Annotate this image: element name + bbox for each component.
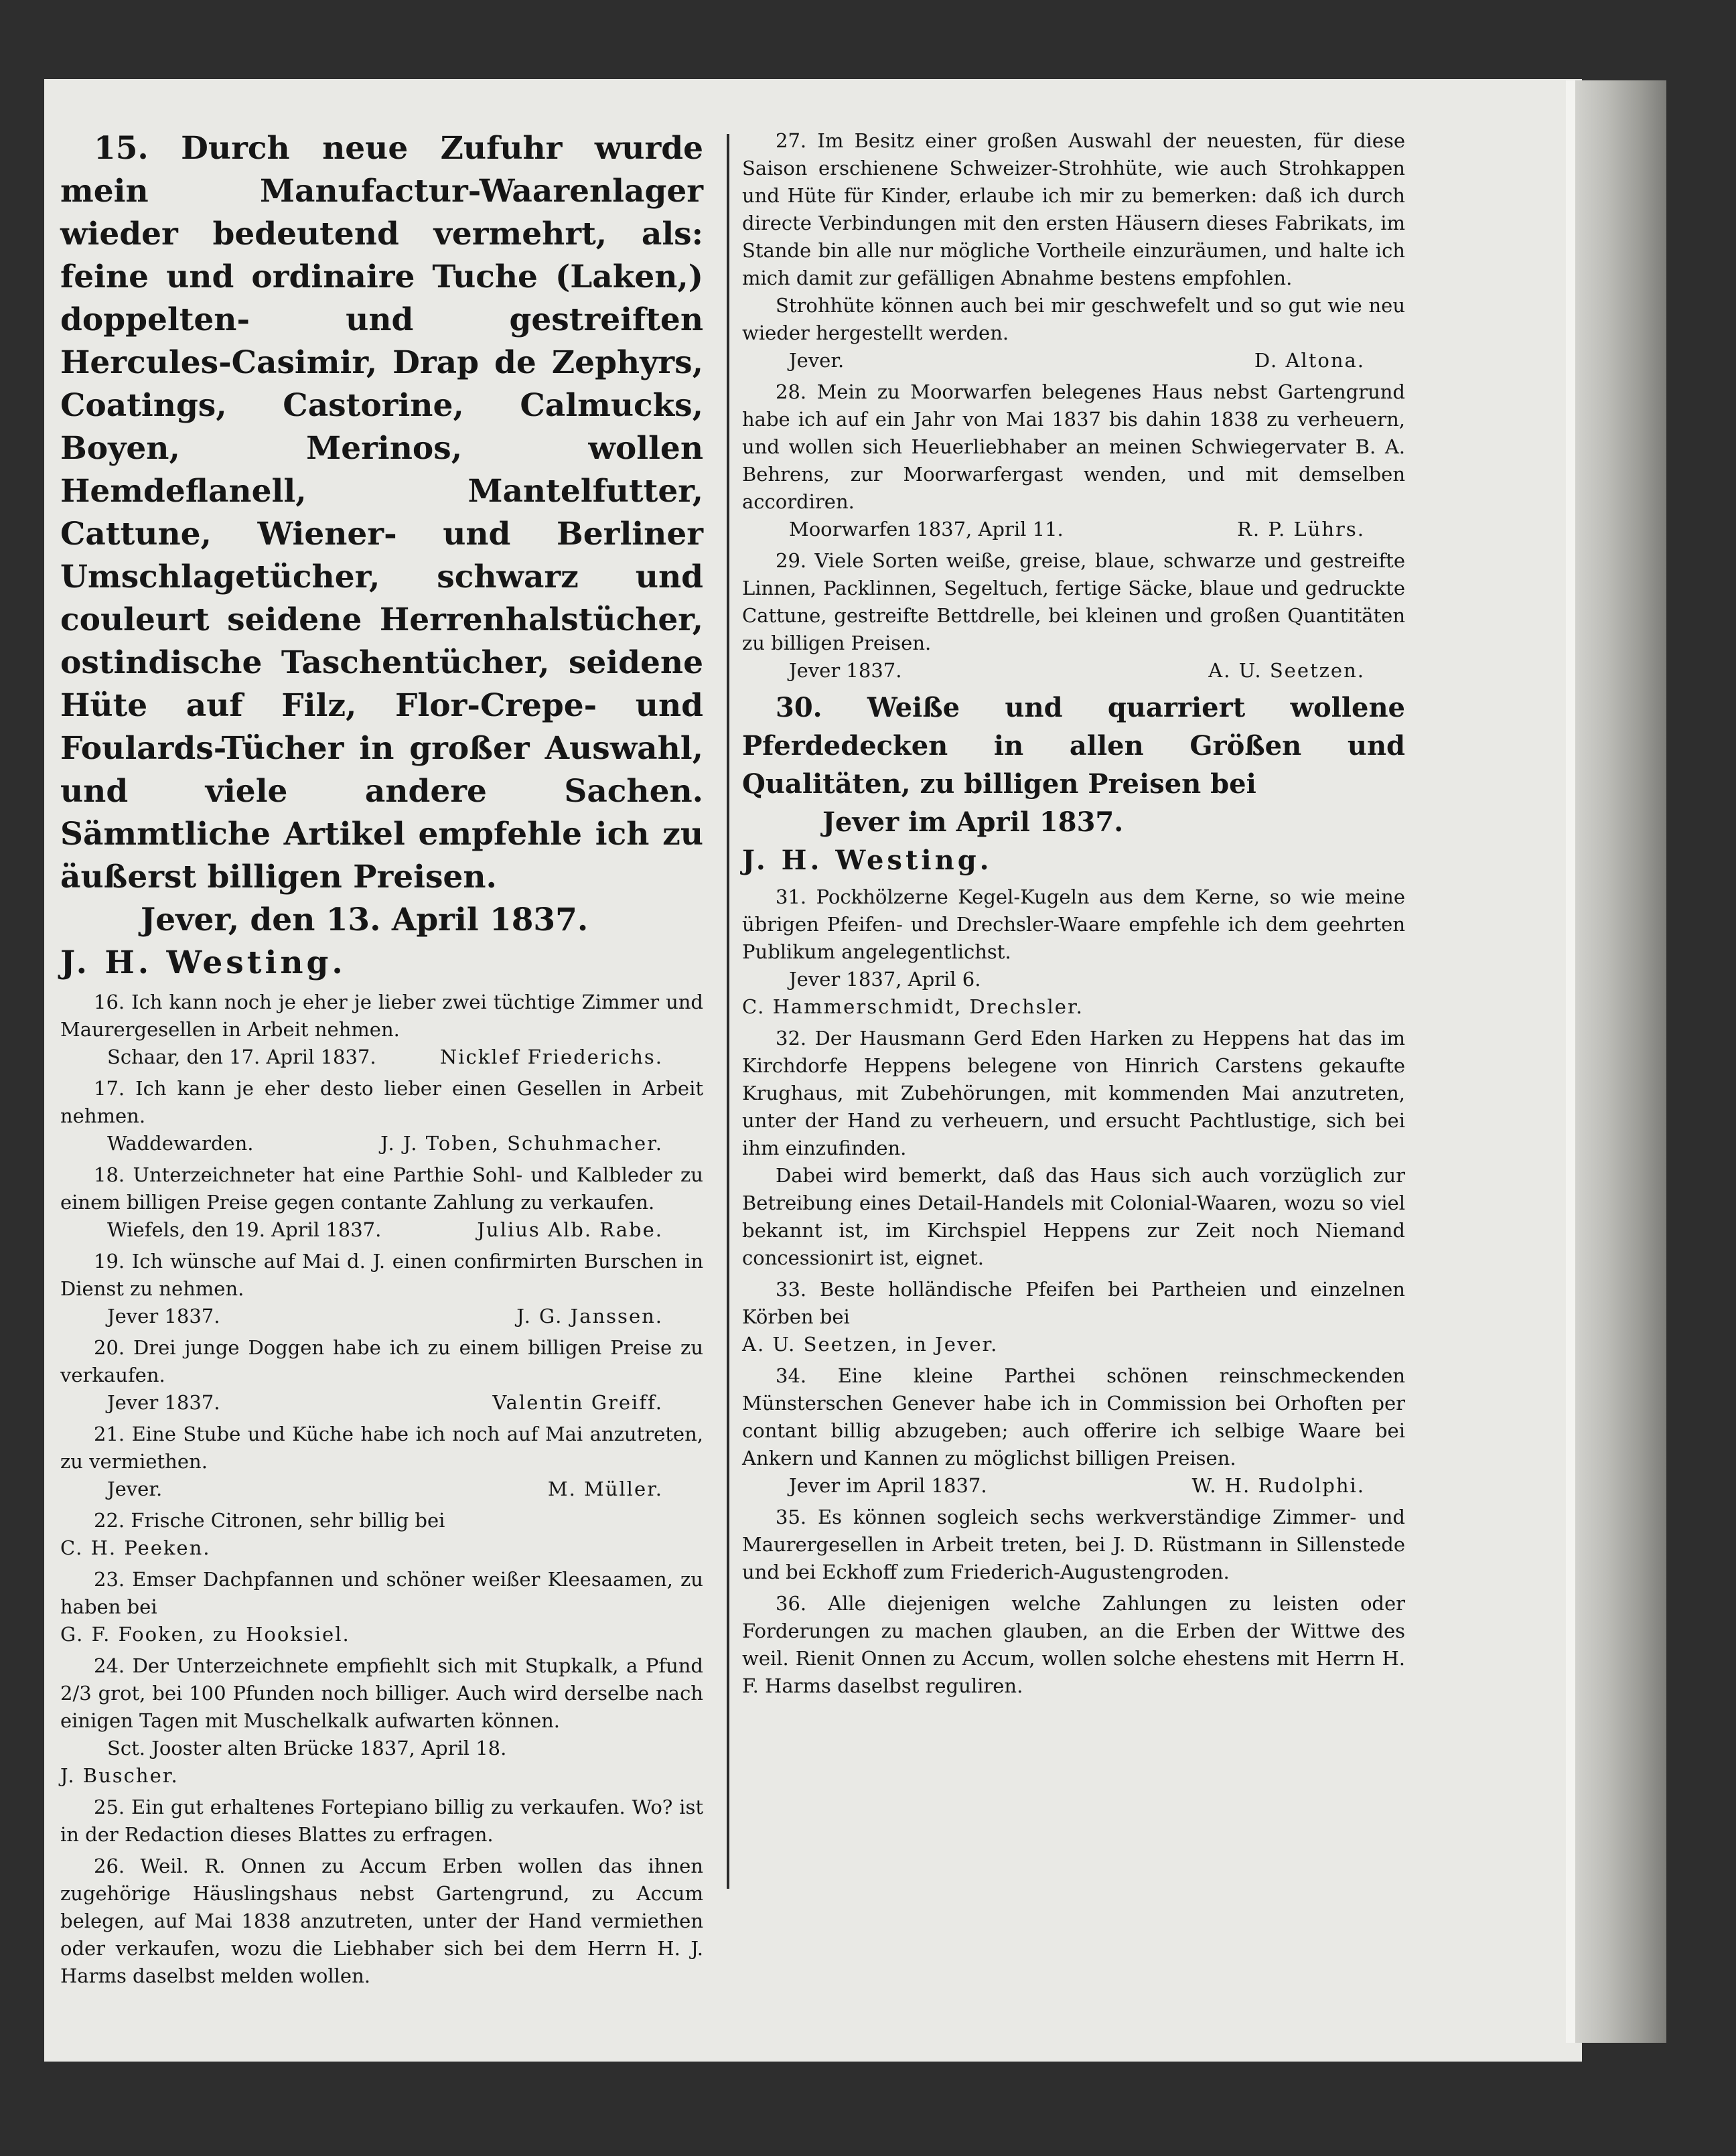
place-date: Jever im April 1837.	[789, 1474, 987, 1497]
advertisement-text: 31. Pockhölzerne Kegel-Kugeln aus dem Kerne, so wie meine übrigen Pfeifen- und Drechsler-Waare empfehle ich dem geehrten Publikum angelegentlichst.	[742, 885, 1405, 963]
advertisement-24	[60, 1652, 703, 1790]
page-edge	[1566, 80, 1575, 2043]
signature: R. P. Lührs.	[1237, 518, 1365, 541]
book-spine	[1566, 80, 1666, 2043]
advertisement-33	[742, 1276, 1405, 1358]
place-date: Jever 1837.	[107, 1391, 220, 1414]
place-date: Sct. Jooster alten Brücke 1837, April 18.	[107, 1737, 507, 1759]
advertisement-25	[60, 1794, 703, 1849]
place-date: Schaar, den 17. April 1837.	[107, 1046, 376, 1068]
place-date: Jever.	[107, 1478, 163, 1500]
advertisement-18	[60, 1161, 703, 1244]
right-column	[742, 127, 1405, 1704]
place-date: Jever, den 13. April 1837.	[141, 902, 589, 938]
place-date: Jever.	[789, 349, 845, 372]
signature: A. U. Seetzen.	[1208, 659, 1365, 682]
advertisement-text: 35. Es können sogleich sechs werkverständige Zimmer- und Maurergesellen in Arbeit treten, bei J. D. Rüstmann in Sillenstede und bei Eckhoff zum Friederich-Augustengroden.	[742, 1506, 1405, 1583]
advertisement-31	[742, 883, 1405, 1021]
advertisement-text: 20. Drei junge Doggen habe ich zu einem billigen Preise zu verkaufen.	[60, 1336, 703, 1386]
place-and-signature	[60, 1476, 703, 1503]
advertisement-text: 30. Weiße und quarriert wollene Pferdedecken in allen Größen und Qualitäten, zu billigen Preisen bei	[742, 692, 1405, 800]
place-date: Jever 1837.	[107, 1305, 220, 1327]
place-date: Jever 1837.	[789, 659, 902, 682]
signature: Valentin Greiff.	[492, 1391, 663, 1414]
advertisement-text: 27. Im Besitz einer großen Auswahl der neuesten, für diese Saison erschienene Schweizer-Strohhüte, wie auch Strohkappen und Hüte für Kinder, erlaube ich mir zu bemerken: daß ich durch directe Verbindungen mit den ersten Häusern dieses Fabrikats, im Stande bin alle nur mögliche Vortheile einzuräumen, und halte ich mich damit zur gefälligen Abnahme bestens empfohlen.	[742, 129, 1405, 289]
advertisement-text: 22. Frische Citronen, sehr billig bei	[94, 1509, 445, 1532]
column-divider	[727, 134, 729, 1889]
advertisement-29	[742, 547, 1405, 685]
place-and-signature	[60, 1389, 703, 1417]
signature: J. H. Westing.	[60, 944, 346, 981]
place-date: Moorwarfen 1837, April 11.	[789, 518, 1064, 541]
advertisement-21	[60, 1421, 703, 1503]
left-column	[60, 127, 703, 1994]
advertisement-text: 21. Eine Stube und Küche habe ich noch auf Mai anzutreten, zu vermiethen.	[60, 1423, 703, 1473]
signature: M. Müller.	[547, 1478, 663, 1500]
advertisement-text: 15. Durch neue Zufuhr wurde mein Manufactur-Waarenlager wieder bedeutend vermehrt, als: feine und ordinaire Tuche (Laken,) doppelten- und gestreiften Hercules-Casimir, Drap de Zephyrs, Coatings, Castorine, Calmucks, Boyen, Merinos, wollen Hemdeflanell, Mantelfutter, Cattune, Wiener- und Berliner Umschlagetücher, schwarz und couleurt seidene Herrenhalstücher, ostindische Taschentücher, seidene Hüte auf Filz, Flor-Crepe- und Foulards-Tücher in großer Auswahl, und viele andere Sachen. Sämmtliche Artikel empfehle ich zu äußerst billigen Preisen.	[60, 130, 703, 895]
advertisement-text: 18. Unterzeichneter hat eine Parthie Sohl- und Kalbleder zu einem billigen Preise gegen contante Zahlung zu verkaufen.	[60, 1163, 703, 1214]
signature: A. U. Seetzen, in Jever.	[742, 1333, 999, 1356]
advertisement-text: 17. Ich kann je eher desto lieber einen Gesellen in Arbeit nehmen.	[60, 1077, 703, 1127]
signature: G. F. Fooken, zu Hooksiel.	[60, 1623, 350, 1646]
place-and-signature	[742, 1472, 1405, 1500]
advertisement-16	[60, 989, 703, 1071]
advertisement-text-continued: Dabei wird bemerkt, daß das Haus sich auch vorzüglich zur Betreibung eines Detail-Handels mit Colonial-Waaren, wozu so viel bekannt ist, im Kirchspiel Heppens zur Zeit noch Niemand concessionirt ist, eignet.	[742, 1164, 1405, 1269]
advertisement-22	[60, 1507, 703, 1562]
advertisement-text: 26. Weil. R. Onnen zu Accum Erben wollen das ihnen zugehörige Häuslingshaus nebst Gartengrund, zu Accum belegen, auf Mai 1838 anzutreten, unter der Hand vermiethen oder verkaufen, wozu die Liebhaber sich bei dem Herrn H. J. Harms daselbst melden wollen.	[60, 1855, 703, 1987]
place-date: Jever im April 1837.	[822, 806, 1124, 838]
place-date: Wiefels, den 19. April 1837.	[107, 1218, 382, 1241]
advertisement-text: 28. Mein zu Moorwarfen belegenes Haus nebst Gartengrund habe ich auf ein Jahr von Mai 1837 bis dahin 1838 zu verheuern, und wollen sich Heuerliebhaber an meinen Schwiegervater B. A. Behrens, zur Moorwarfergast wenden, und mit demselben accordiren.	[742, 380, 1405, 513]
advertisement-28	[742, 378, 1405, 543]
signature: C. Hammerschmidt, Drechsler.	[742, 995, 1084, 1018]
signature: Nicklef Friederichs.	[439, 1046, 663, 1068]
place-date: Waddewarden.	[107, 1132, 254, 1155]
advertisement-text: 24. Der Unterzeichnete empfiehlt sich mit Stupkalk, a Pfund 2/3 grot, bei 100 Pfunden noch billiger. Auch wird derselbe nach einigen Tagen mit Muschelkalk aufwarten können.	[60, 1654, 703, 1732]
signature: Julius Alb. Rabe.	[477, 1218, 663, 1241]
place-and-signature	[742, 657, 1405, 685]
advertisement-23	[60, 1566, 703, 1648]
advertisement-20	[60, 1334, 703, 1417]
place-and-signature	[60, 1044, 703, 1071]
place-and-signature	[60, 1130, 703, 1157]
advertisement-text: 19. Ich wünsche auf Mai d. J. einen confirmirten Burschen in Dienst zu nehmen.	[60, 1250, 703, 1300]
advertisement-35	[742, 1504, 1405, 1586]
place-and-signature	[60, 1216, 703, 1244]
signature: J. H. Westing.	[742, 845, 993, 876]
signature: J. J. Toben, Schuhmacher.	[380, 1132, 663, 1155]
advertisement-26	[60, 1853, 703, 1990]
advertisement-34	[742, 1362, 1405, 1500]
place-date: Jever 1837, April 6.	[789, 968, 981, 991]
place-and-signature	[60, 1303, 703, 1330]
advertisement-text: 33. Beste holländische Pfeifen bei Partheien und einzelnen Körben bei	[742, 1278, 1405, 1328]
advertisement-text: 16. Ich kann noch je eher je lieber zwei tüchtige Zimmer und Maurergesellen in Arbeit nehmen.	[60, 991, 703, 1041]
advertisement-17	[60, 1075, 703, 1157]
signature: J. G. Janssen.	[516, 1305, 663, 1327]
advertisement-32	[742, 1025, 1405, 1272]
advertisement-text: 25. Ein gut erhaltenes Fortepiano billig zu verkaufen. Wo? ist in der Redaction dieses Blattes zu erfragen.	[60, 1796, 703, 1846]
signature: C. H. Peeken.	[60, 1536, 211, 1559]
advertisement-text: 23. Emser Dachpfannen und schöner weißer Kleesaamen, zu haben bei	[60, 1568, 703, 1618]
advertisement-27	[742, 127, 1405, 374]
signature: W. H. Rudolphi.	[1191, 1474, 1365, 1497]
advertisement-text: 32. Der Hausmann Gerd Eden Harken zu Heppens hat das im Kirchdorfe Heppens belegene von Hinrich Carstens gekaufte Krughaus, mit Zubehörungen, mit kommenden Mai anzutreten, unter der Hand zu verheuern, und ersucht Pachtlustige, sich bei ihm einzufinden.	[742, 1027, 1405, 1159]
place-and-signature	[742, 347, 1405, 374]
advertisement-text-continued: Strohhüte können auch bei mir geschwefelt und so gut wie neu wieder hergestellt werden.	[742, 294, 1405, 344]
advertisement-30	[742, 689, 1405, 879]
signature: D. Altona.	[1254, 349, 1365, 372]
advertisement-19	[60, 1248, 703, 1330]
advertisement-36	[742, 1590, 1405, 1700]
advertisement-text: 36. Alle diejenigen welche Zahlungen zu leisten oder Forderungen zu machen glauben, an die Erben der Wittwe des weil. Rienit Onnen zu Accum, wollen solche ehestens mit Herrn H. F. Harms daselbst reguliren.	[742, 1592, 1405, 1697]
advertisement-text: 29. Viele Sorten weiße, greise, blaue, schwarze und gestreifte Linnen, Packlinnen, Segeltuch, fertige Säcke, blaue und gedruckte Cattune, gestreifte Bettdrelle, bei kleinen und großen Quantitäten zu billigen Preisen.	[742, 549, 1405, 654]
place-and-signature	[742, 516, 1405, 543]
advertisement-15	[60, 127, 703, 985]
signature: J. Buscher.	[60, 1764, 179, 1787]
advertisement-text: 34. Eine kleine Parthei schönen reinschmeckenden Münsterschen Genever habe ich in Commission bei Orhoften per contant billig abzugeben; auch offerire ich selbige Waare bei Ankern und Kannen zu möglichst billigen Preisen.	[742, 1364, 1405, 1469]
